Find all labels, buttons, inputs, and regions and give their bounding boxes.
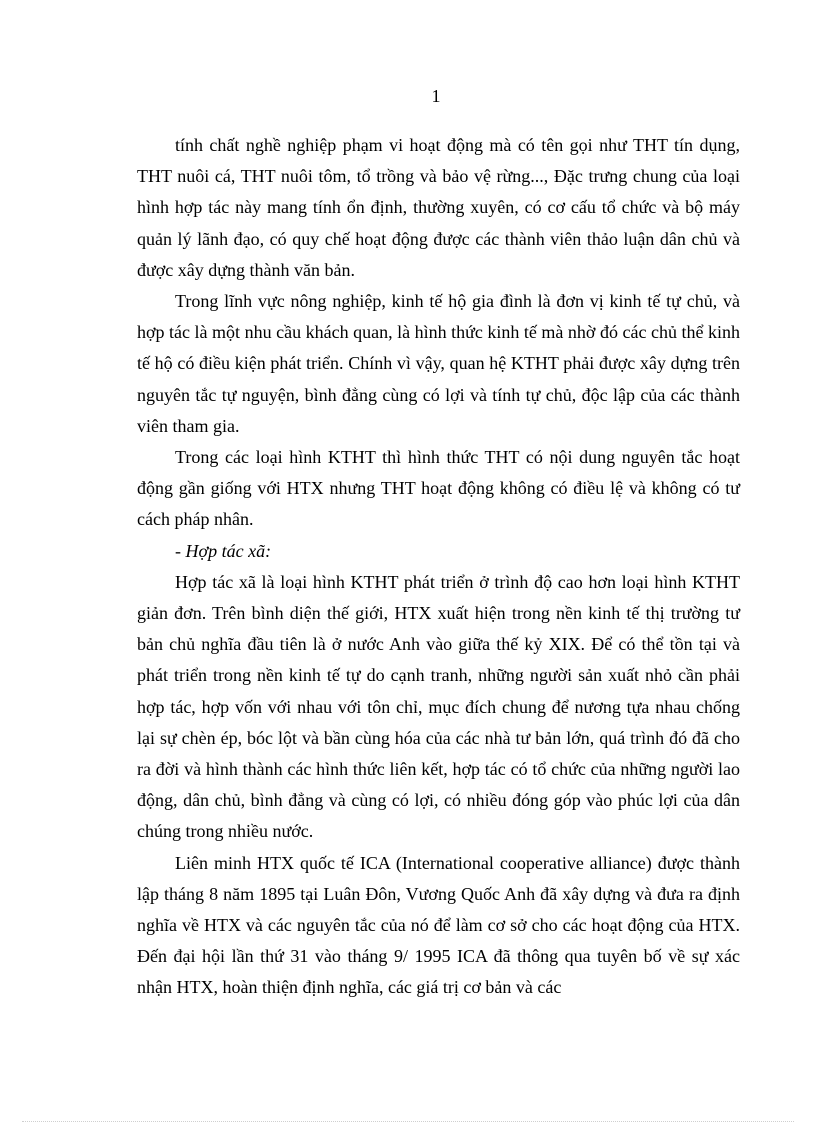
page-number: 1 xyxy=(431,86,441,106)
paragraph-tht-forms: Trong các loại hình KTHT thì hình thức THT có nội dung nguyên tắc hoạt động gần giống với HTX nhưng THT hoạt động không có điều lệ và không có tư cách pháp nhân. xyxy=(137,447,740,530)
paragraph-ica: Liên minh HTX quốc tế ICA (International cooperative alliance) được thành lập tháng 8 năm 1895 tại Luân Đôn, Vương Quốc Anh đã xây dựng và đưa ra định nghĩa về HTX và các nguyên tắc của nó để làm cơ sở cho các hoạt động của HTX. Đến đại hội lần thứ 31 vào tháng 9/ 1995 ICA đã thông qua tuyên bố về sự xác nhận HTX, hoàn thiện định nghĩa, các giá trị cơ bản và các xyxy=(137,852,740,998)
paragraph-agriculture: Trong lĩnh vực nông nghiệp, kinh tế hộ gia đình là đơn vị kinh tế tự chủ, và hợp tác là một nhu cầu khách quan, là hình thức kinh tế mà nhờ đó các chủ thể kinh tế hộ có điều kiện phát triển. Chính vì vậy, quan hệ KTHT phải được xây dựng trên nguyên tắc tự nguyện, bình đẳng cùng có lợi và tính tự chủ, độc lập của các thành viên tham gia. xyxy=(137,291,740,436)
document-body xyxy=(137,130,740,1004)
paragraph-continuation: tính chất nghề nghiệp phạm vi hoạt động mà có tên gọi như THT tín dụng, THT nuôi cá, THT nuôi tôm, tổ trồng và bảo vệ rừng..., Đặc trưng chung của loại hình hợp tác này mang tính ổn định, thường xuyên, có cơ cấu tổ chức và bộ máy quản lý lãnh đạo, có quy chế hoạt động được các thành viên thảo luận dân chủ và được xây dựng thành văn bản. xyxy=(137,135,740,280)
page-bottom-divider xyxy=(22,1121,794,1122)
paragraph-cooperative-history: Hợp tác xã là loại hình KTHT phát triển ở trình độ cao hơn loại hình KTHT giản đơn. Trên bình diện thế giới, HTX xuất hiện trong nền kinh tế thị trường tư bản chủ nghĩa đầu tiên là ở nước Anh vào giữa thế kỷ XIX. Để có thể tồn tại và phát triển trong nền kinh tế tự do cạnh tranh, những người sản xuất nhỏ cần phải hợp tác, hợp vốn với nhau với tôn chỉ, mục đích chung để nương tựa nhau chống lại sự chèn ép, bóc lột và bần cùng hóa của các nhà tư bản lớn, quá trình đó đã cho ra đời và hình thành các hình thức liên kết, hợp tác có tổ chức của những người lao động, dân chủ, bình đẳng và cùng có lợi, có nhiều đóng góp vào phúc lợi của dân chúng trong nhiều nước. xyxy=(137,571,740,842)
section-heading-cooperative: - Hợp tác xã: xyxy=(175,540,272,561)
